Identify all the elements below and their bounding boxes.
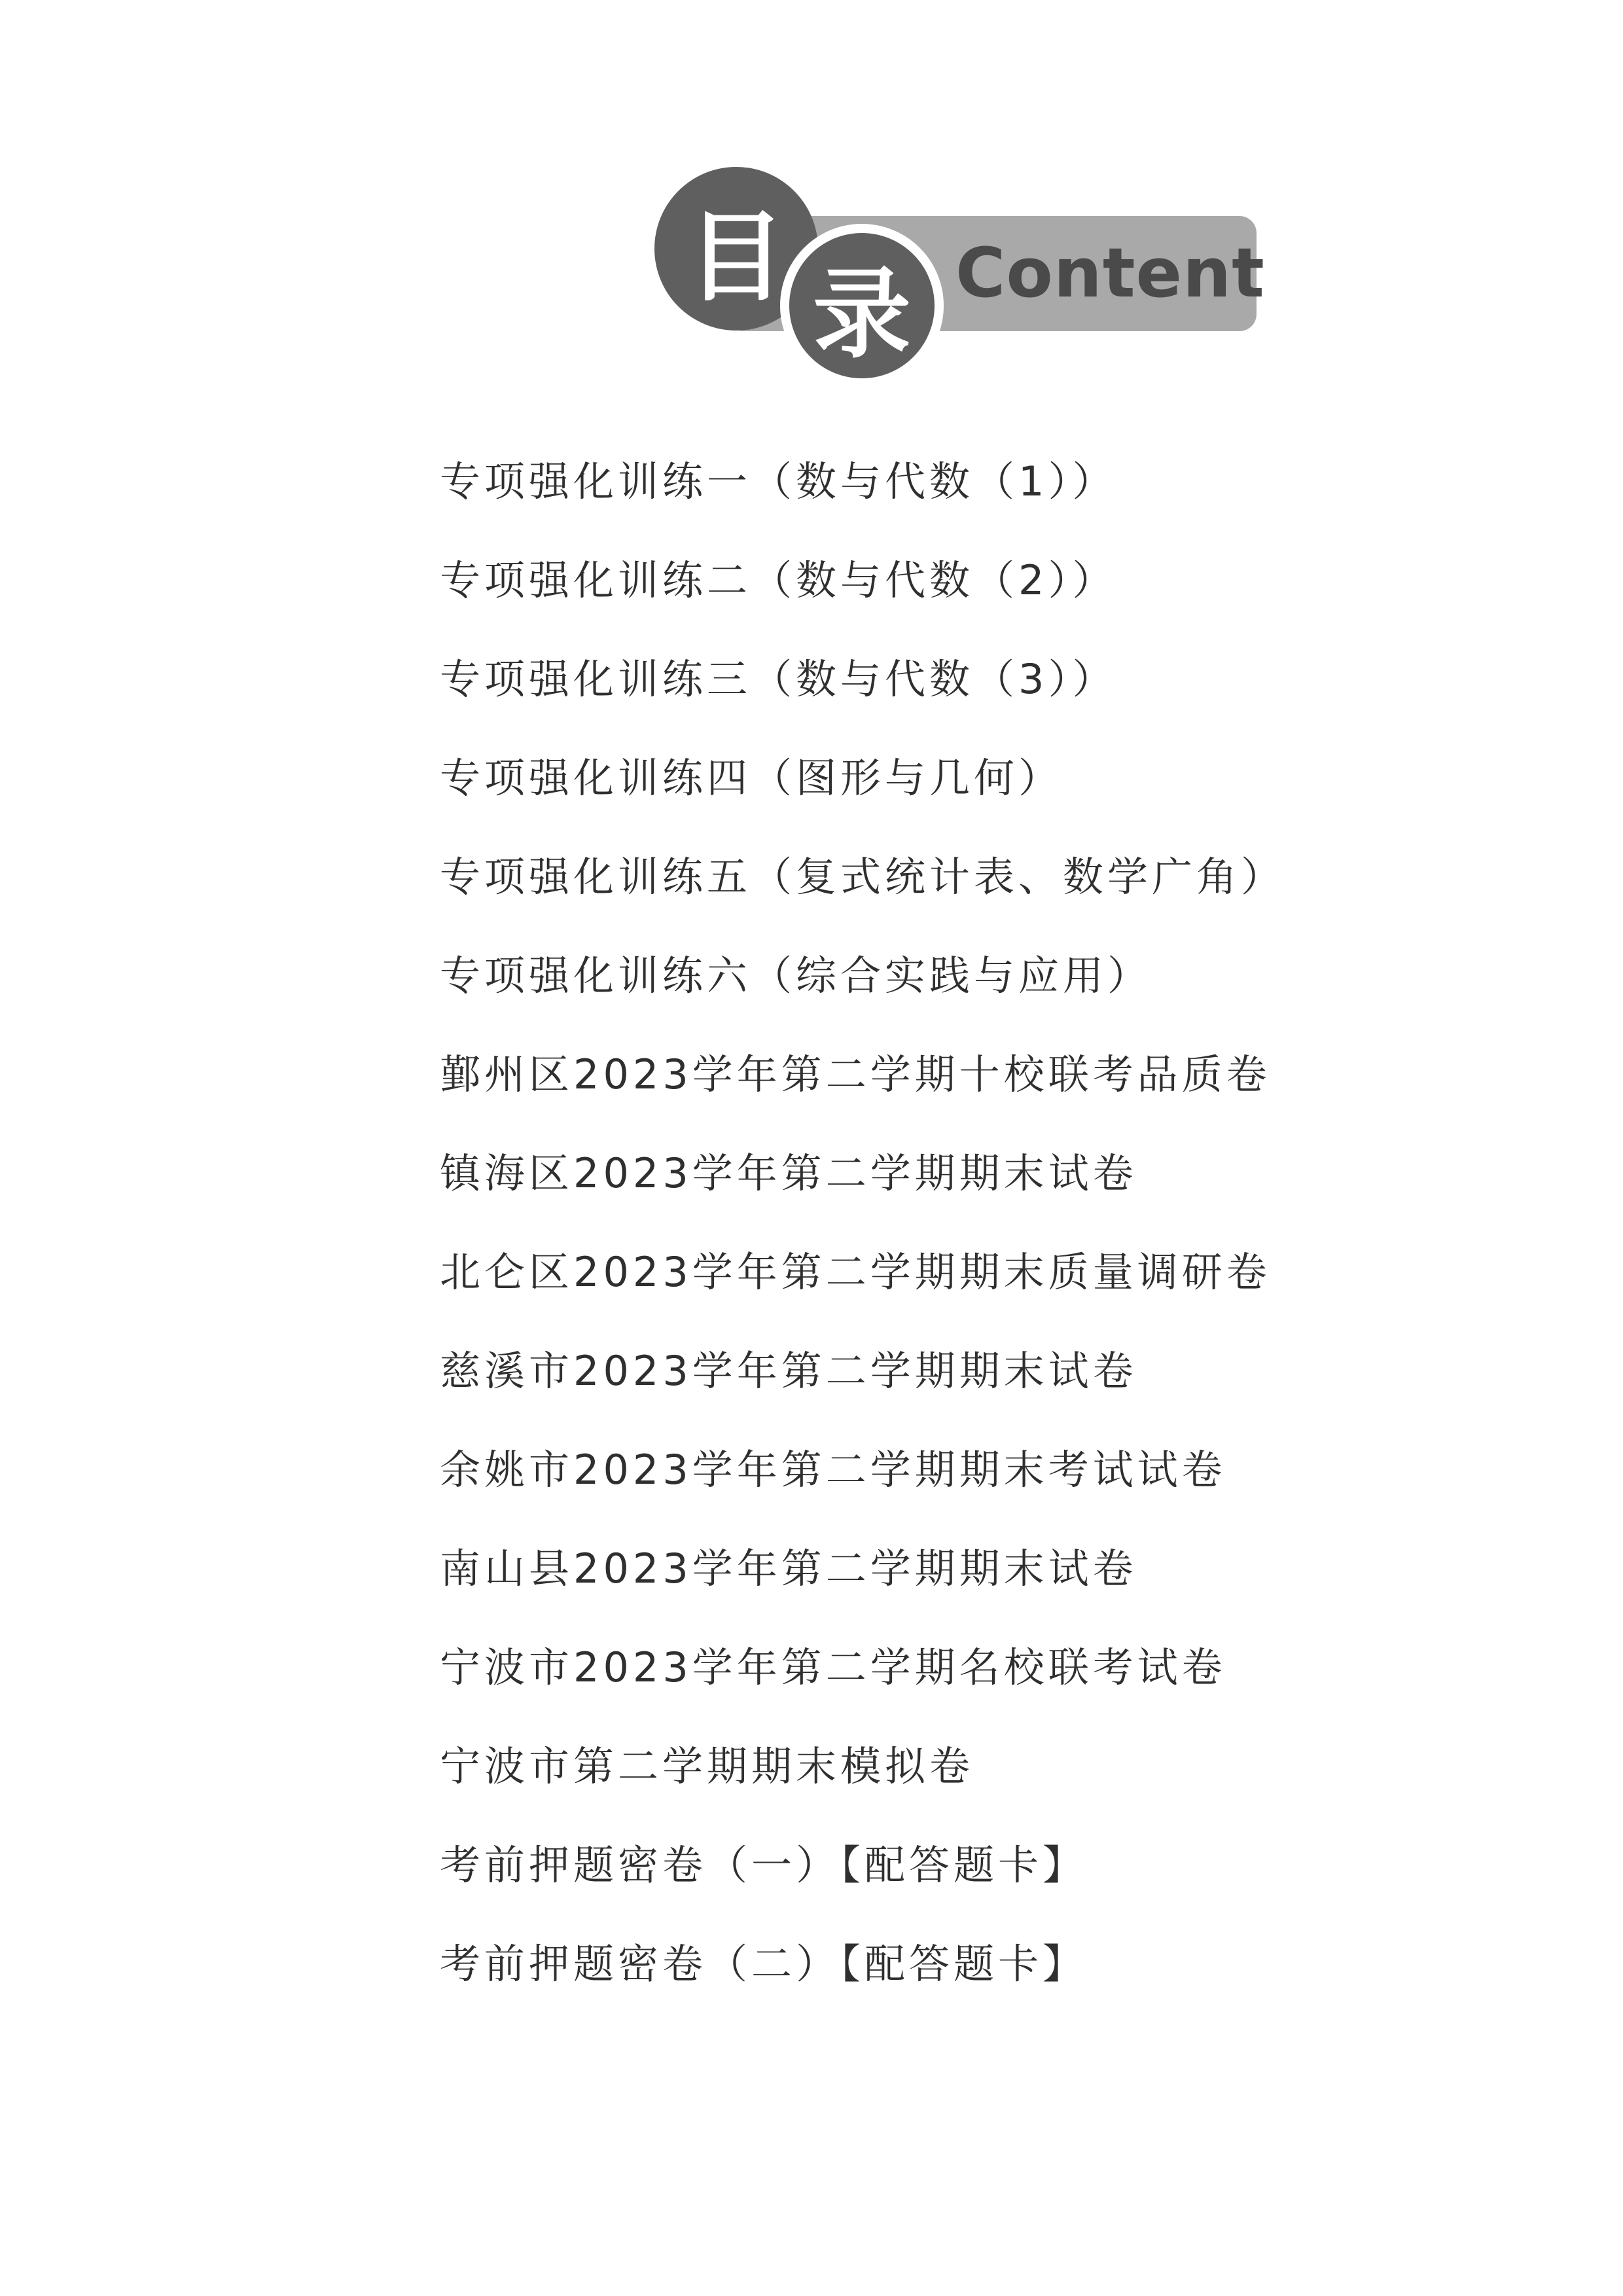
toc-header [0, 0, 1623, 372]
toc-item[interactable]: 宁波市2023学年第二学期名校联考试卷 [440, 1643, 1226, 1691]
toc-item[interactable]: 考前押题密卷（一）【配答题卡】 [440, 1841, 1088, 1889]
toc-item[interactable]: 专项强化训练四（图形与几何） [440, 754, 1063, 802]
toc-item[interactable]: 余姚市2023学年第二学期期末考试试卷 [440, 1446, 1226, 1494]
toc-item[interactable]: 宁波市第二学期期末模拟卷 [440, 1742, 974, 1790]
toc-item[interactable]: 北仑区2023学年第二学期期末质量调研卷 [440, 1248, 1271, 1296]
header-content-word: Content [955, 233, 1265, 313]
header-circle-lu: 录 [780, 224, 944, 387]
header-circle-mu: 目 [654, 167, 818, 331]
toc-item[interactable]: 专项强化训练三（数与代数（3）） [440, 655, 1117, 703]
toc-item[interactable]: 专项强化训练五（复式统计表、数学广角） [440, 853, 1286, 901]
toc-item[interactable]: 专项强化训练六（综合实践与应用） [440, 952, 1152, 999]
toc-item[interactable]: 慈溪市2023学年第二学期期末试卷 [440, 1347, 1137, 1395]
toc-item[interactable]: 专项强化训练二（数与代数（2）） [440, 556, 1117, 604]
toc-item[interactable]: 南山县2023学年第二学期期末试卷 [440, 1545, 1137, 1592]
toc-item[interactable]: 镇海区2023学年第二学期期末试卷 [440, 1149, 1137, 1197]
toc-item[interactable]: 鄞州区2023学年第二学期十校联考品质卷 [440, 1050, 1271, 1098]
table-of-contents [440, 432, 1285, 2013]
toc-item[interactable]: 专项强化训练一（数与代数（1）） [440, 457, 1117, 505]
toc-item[interactable]: 考前押题密卷（二）【配答题卡】 [440, 1940, 1088, 1988]
